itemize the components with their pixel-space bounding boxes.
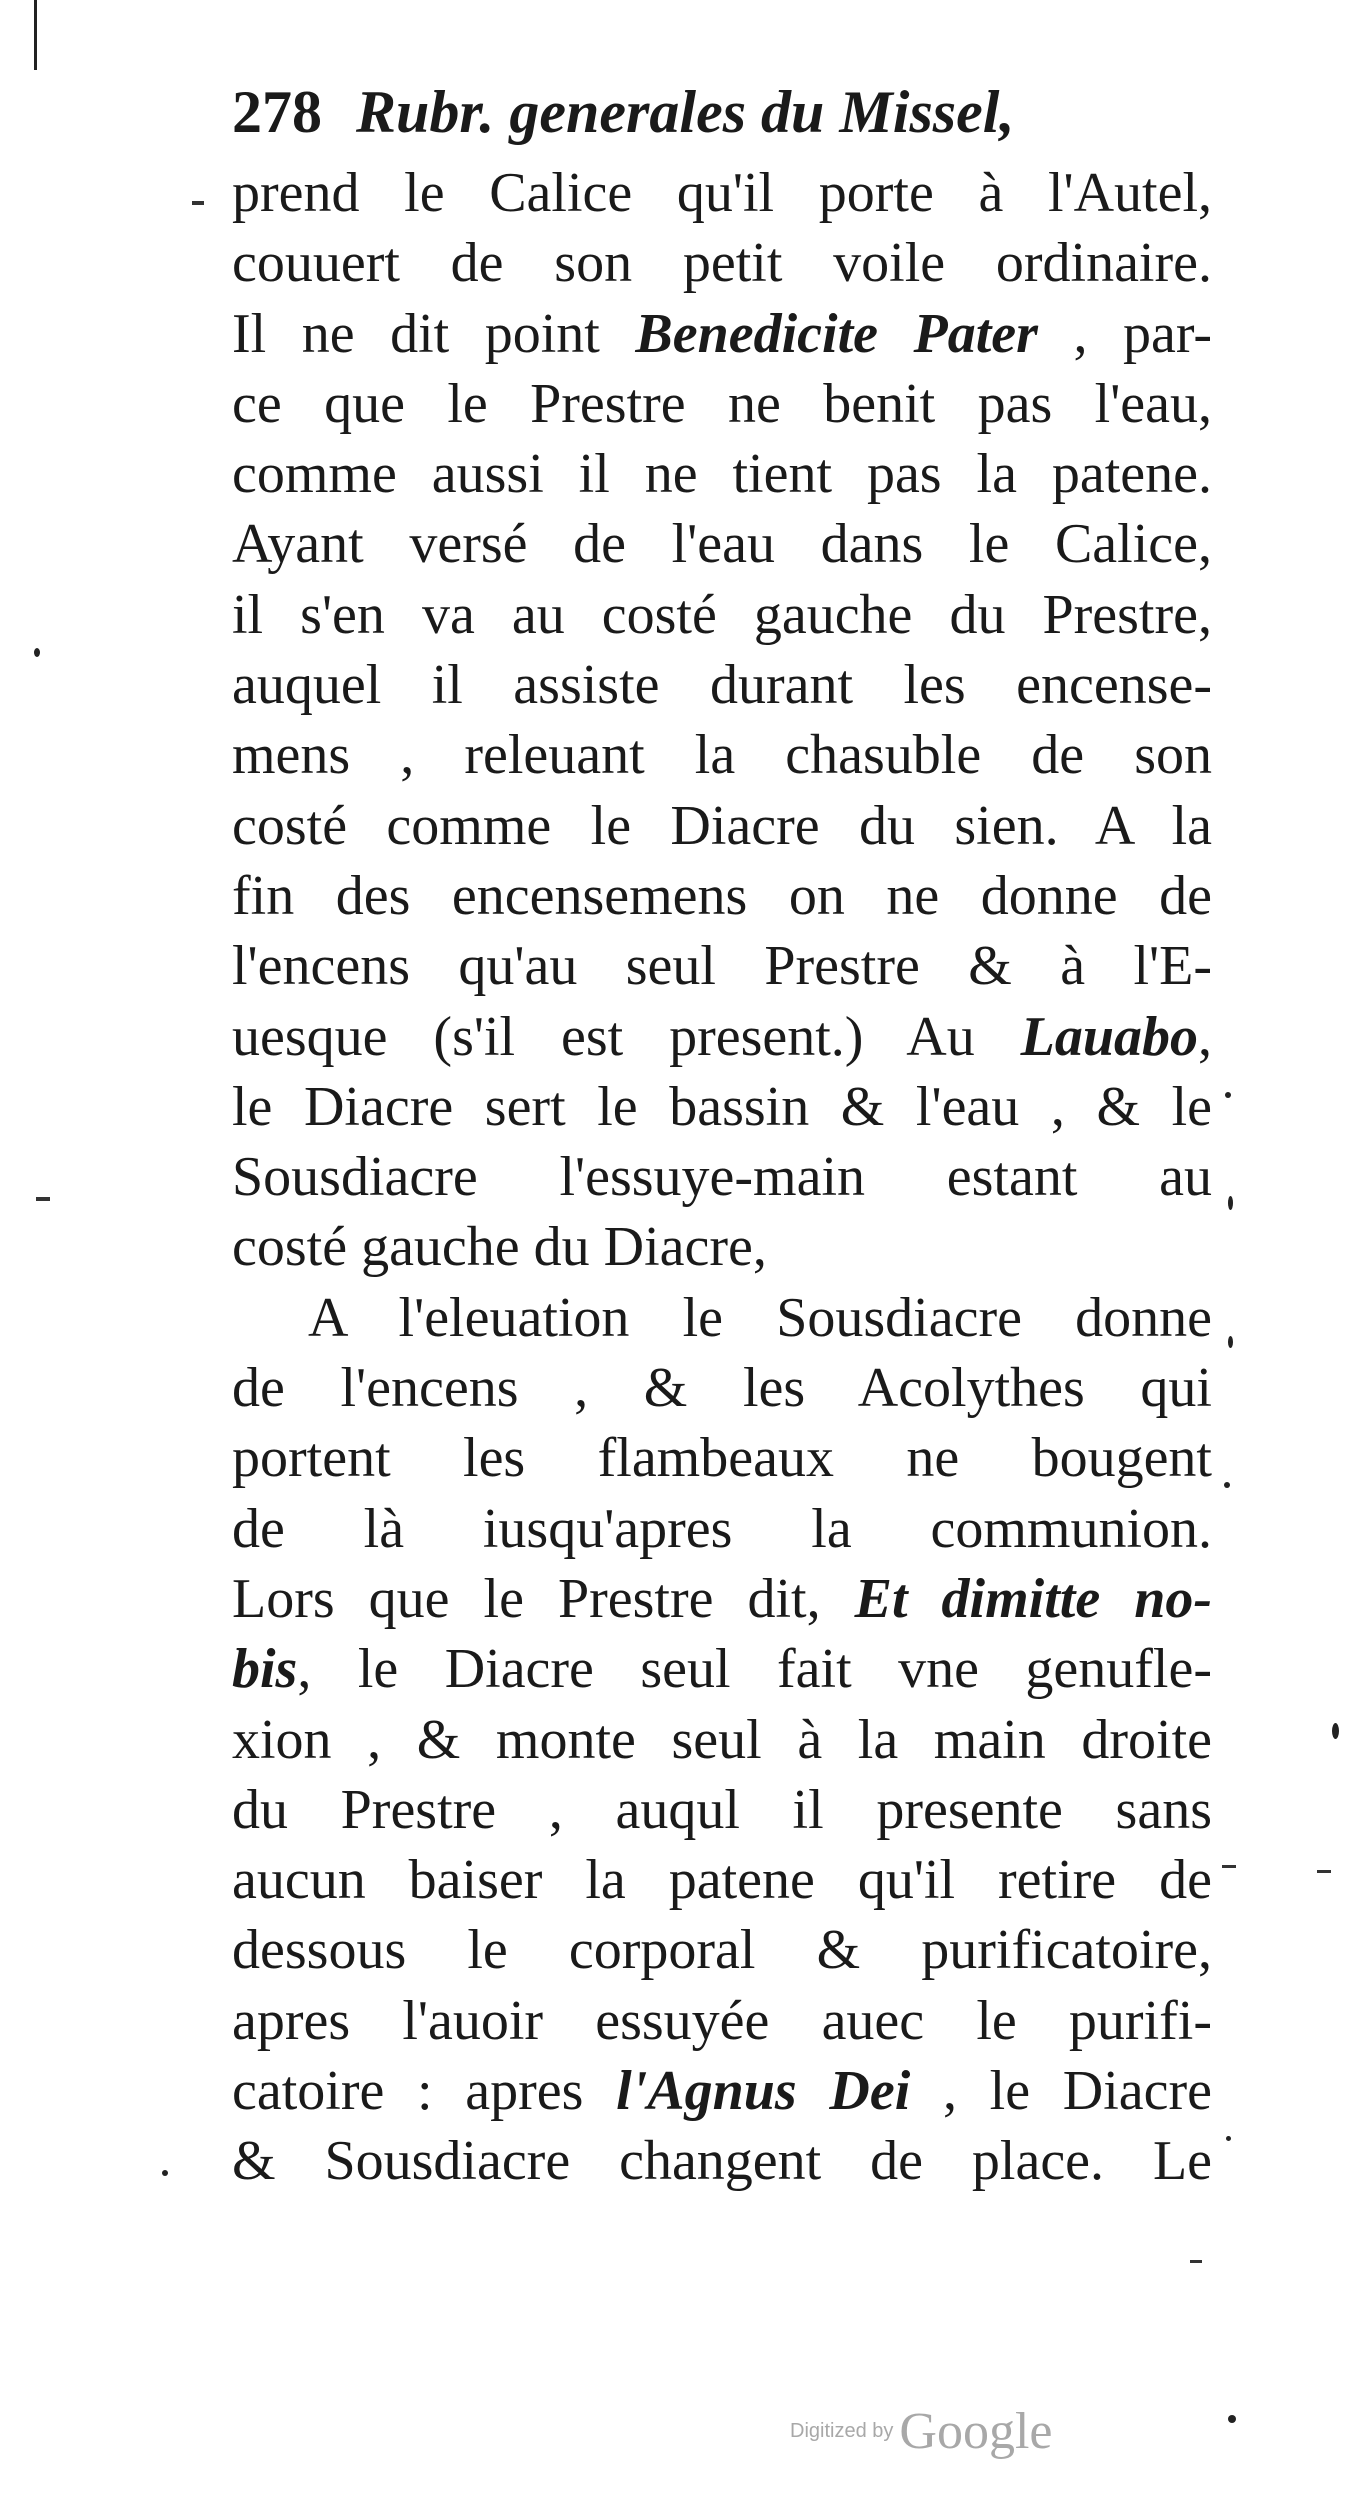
italic-phrase: Lauabo (1020, 1005, 1198, 1068)
text-line: Sousdiacre l'essuye-main estant au (232, 1146, 1212, 1209)
text-line: fin des encensemens on ne donne de (232, 864, 1212, 927)
text-line: & Sousdiacre changent de place. Le (232, 2130, 1212, 2193)
ink-speck (162, 2170, 168, 2176)
text-line: Ayant versé de l'eau dans le Calice, (232, 513, 1212, 576)
margin-dash (1222, 1865, 1236, 1868)
italic-phrase: l'Agnus Dei (616, 2060, 911, 2123)
margin-dash (192, 201, 204, 205)
text-line: mens , releuant la chasuble de son (232, 724, 1212, 787)
italic-phrase: Et dimitte no- (854, 1567, 1212, 1630)
text-line: dessous le corporal & purificatoire, (232, 1919, 1212, 1982)
text-line: de là iusqu'apres la communion. (232, 1497, 1212, 1560)
running-title: Rubr. generales du Missel, (356, 79, 1015, 145)
text-line: Lors que le Prestre dit, Et dimitte no- (232, 1567, 1212, 1630)
ink-speck (1226, 2136, 1231, 2141)
margin-dash (1190, 2260, 1202, 2263)
google-logo: Google (899, 2403, 1053, 2460)
page-number: 278 (232, 79, 322, 145)
digitized-by-google-watermark: Digitized by Google (790, 2403, 1053, 2460)
ink-speck (1228, 2415, 1236, 2423)
italic-phrase: Benedicite Pater (635, 302, 1038, 365)
text-line: l'encens qu'au seul Prestre & à l'E- (232, 935, 1212, 998)
ink-speck (1332, 1723, 1339, 1739)
text-line: le Diacre sert le bassin & l'eau , & le (232, 1075, 1212, 1138)
ink-speck (1224, 1482, 1230, 1488)
text-line: Il ne dit point Benedicite Pater , par- (232, 302, 1212, 365)
text-line: prend le Calice qu'il porte à l'Autel, (232, 162, 1212, 224)
page-edge-line (34, 0, 37, 70)
ink-speck (1228, 1336, 1233, 1348)
margin-dash (1317, 1870, 1331, 1873)
ink-speck (34, 648, 40, 657)
text-line: du Prestre , auqul il presente sans (232, 1778, 1212, 1841)
text-line: costé gauche du Diacre, (232, 1216, 767, 1279)
text-line: xion , & monte seul à la main droite (232, 1708, 1212, 1771)
text-line: apres l'auoir essuyée auec le purifi- (232, 1989, 1212, 2052)
margin-dash (36, 1197, 50, 1201)
body-text (232, 158, 1212, 2197)
text-line: couuert de son petit voile ordinaire. (232, 232, 1212, 295)
text-line: ce que le Prestre ne benit pas l'eau, (232, 372, 1212, 435)
page-header (232, 72, 1232, 152)
text-line: A l'eleuation le Sousdiacre donne (308, 1286, 1212, 1349)
text-line: portent les flambeaux ne bougent (232, 1427, 1212, 1490)
text-line: bis, le Diacre seul fait vne genufle- (232, 1638, 1212, 1701)
text-line: costé comme le Diacre du sien. A la (232, 794, 1212, 857)
text-line: il s'en va au costé gauche du Prestre, (232, 583, 1212, 646)
italic-phrase: bis (232, 1638, 298, 1701)
text-line: auquel il assiste durant les encense- (232, 654, 1212, 717)
text-line: uesque (s'il est present.) Au Lauabo, (232, 1005, 1212, 1068)
text-line: comme aussi il ne tient pas la patene. (232, 443, 1212, 506)
text-line: aucun baiser la patene qu'il retire de (232, 1849, 1212, 1912)
ink-speck (1225, 1092, 1231, 1098)
ink-speck (1228, 1196, 1233, 1210)
text-line: de l'encens , & les Acolythes qui (232, 1357, 1212, 1420)
text-line: catoire : apres l'Agnus Dei , le Diacre (232, 2060, 1212, 2123)
